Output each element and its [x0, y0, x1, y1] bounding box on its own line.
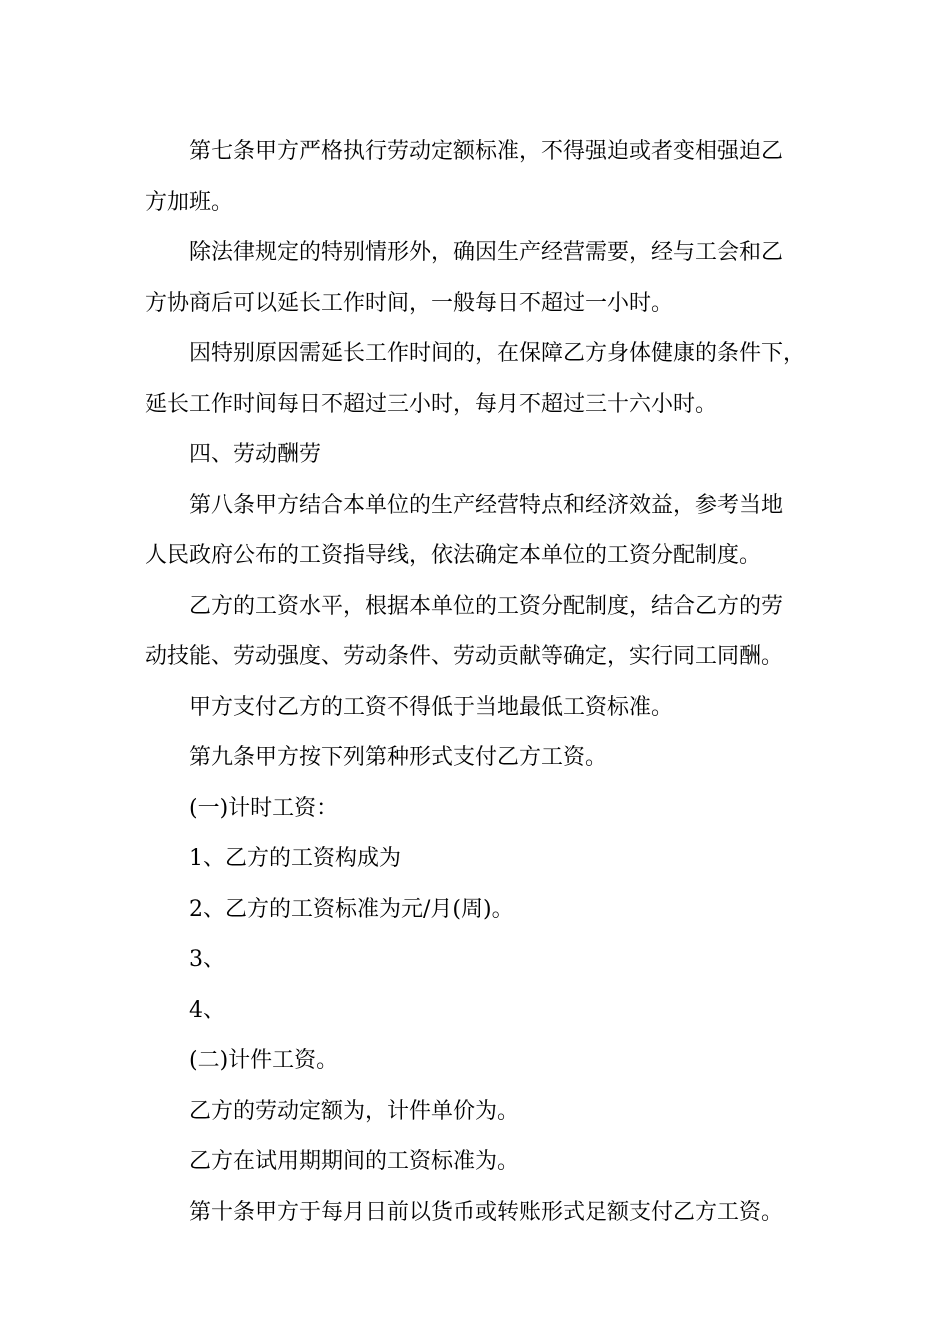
article-7-line-2: 方加班。 — [145, 189, 234, 215]
time-wage-item-1: 1、乙方的工资构成为 — [189, 846, 401, 871]
minimum-wage-paragraph: 甲方支付乙方的工资不得低于当地最低工资标准。 — [189, 694, 674, 720]
wage-level-line-1: 乙方的工资水平，根据本单位的工资分配制度，结合乙方的劳 — [189, 593, 784, 619]
special-overtime-line-2: 延长工作时间每日不超过三小时，每月不超过三十六小时。 — [145, 391, 718, 417]
article-10: 第十条甲方于每月日前以货币或转账形式足额支付乙方工资。 — [189, 1199, 784, 1225]
wage-level-line-2: 动技能、劳动强度、劳动条件、劳动贡献等确定，实行同工同酬。 — [145, 644, 784, 669]
piece-wage-heading: (二)计件工资。 — [189, 1048, 339, 1073]
overtime-paragraph-line-1: 除法律规定的特别情形外，确因生产经营需要，经与工会和乙 — [189, 240, 784, 265]
article-8-line-2: 人民政府公布的工资指导线，依法确定本单位的工资分配制度。 — [145, 543, 762, 568]
time-wage-item-4: 4、 — [189, 997, 225, 1023]
piece-wage-quota: 乙方的劳动定额为，计件单价为。 — [189, 1098, 520, 1124]
section-heading-labor-pay: 四、劳动酬劳 — [189, 442, 322, 467]
time-wage-item-2: 2、乙方的工资标准为元/月(周)。 — [189, 896, 514, 922]
overtime-paragraph-line-2: 方协商后可以延长工作时间，一般每日不超过一小时。 — [145, 290, 674, 316]
article-7-line-1: 第七条甲方严格执行劳动定额标准，不得强迫或者变相强迫乙 — [189, 139, 784, 164]
time-wage-heading: (一)计时工资： — [189, 795, 339, 821]
document-body — [145, 127, 815, 1238]
time-wage-item-3: 3、 — [189, 947, 225, 972]
probation-wage: 乙方在试用期期间的工资标准为。 — [189, 1149, 520, 1174]
article-8-line-1: 第八条甲方结合本单位的生产经营特点和经济效益，参考当地 — [189, 492, 784, 518]
special-overtime-line-1: 因特别原因需延长工作时间的，在保障乙方身体健康的条件下， — [189, 341, 806, 366]
article-9: 第九条甲方按下列第种形式支付乙方工资。 — [189, 745, 608, 770]
